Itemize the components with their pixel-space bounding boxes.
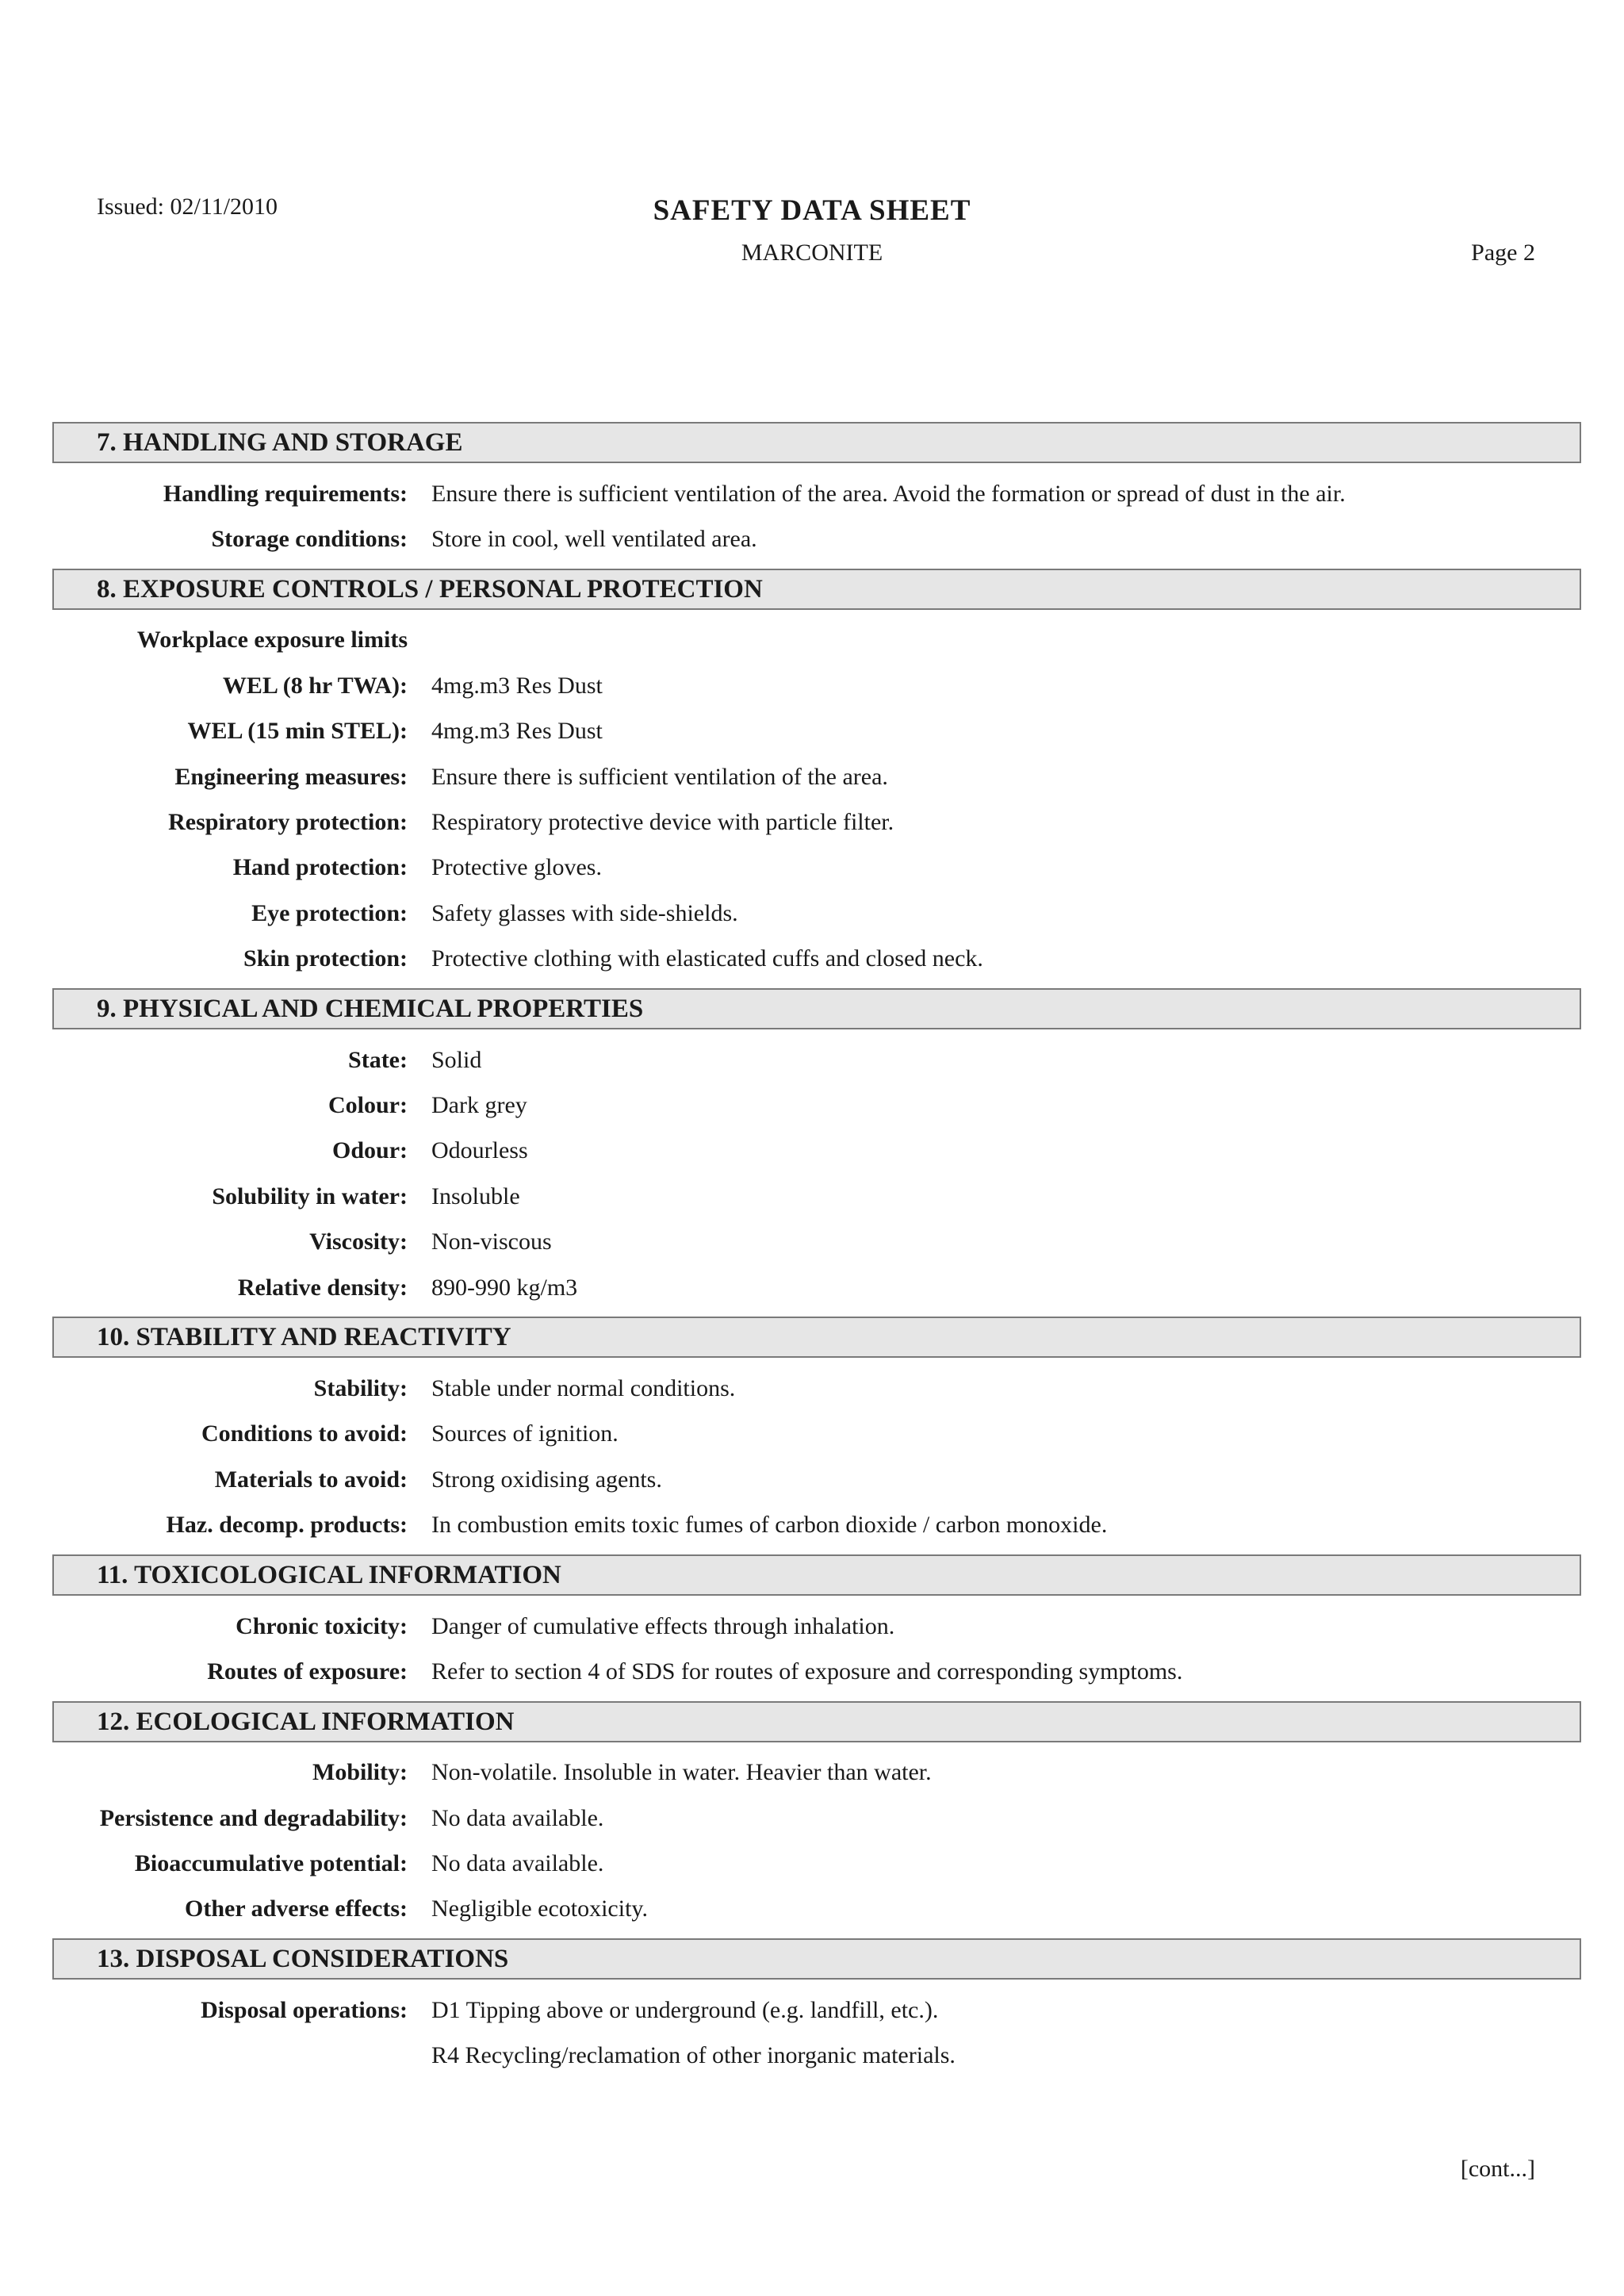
- field-row: [52, 1502, 1581, 1547]
- field-row: [52, 891, 1581, 936]
- field-value: Respiratory protective device with particle filter.: [431, 809, 894, 836]
- field-value: Danger of cumulative effects through inhalation.: [431, 1612, 895, 1639]
- section-heading: 11. TOXICOLOGICAL INFORMATION: [52, 1554, 1581, 1596]
- field-value: Solid: [431, 1046, 482, 1073]
- field-row: [52, 1037, 1581, 1083]
- section-heading: 9. PHYSICAL AND CHEMICAL PROPERTIES: [52, 988, 1581, 1029]
- field-row: [52, 1649, 1581, 1694]
- field-row: [52, 1457, 1581, 1502]
- field-row: [52, 1083, 1581, 1128]
- field-row: [52, 754, 1581, 799]
- section: [52, 1701, 1581, 1933]
- section-heading: 7. HANDLING AND STORAGE: [52, 422, 1581, 463]
- section: [52, 1317, 1581, 1548]
- field-value: 890-990 kg/m3: [431, 1274, 578, 1301]
- field-value: Dark grey: [431, 1091, 527, 1118]
- field-value: Insoluble: [431, 1182, 520, 1209]
- field-label: Routes of exposure:: [207, 1658, 408, 1685]
- product-name: MARCONITE: [741, 240, 883, 266]
- field-value: 4mg.m3 Res Dust: [431, 718, 603, 745]
- field-value: Protective gloves.: [431, 854, 602, 881]
- field-label: Odour:: [331, 1137, 408, 1164]
- field-value: Refer to section 4 of SDS for routes of exposure and corresponding symptoms.: [431, 1658, 1183, 1685]
- field-value: No data available.: [431, 1850, 604, 1877]
- field-row: [52, 799, 1581, 845]
- field-row: [52, 1129, 1581, 1174]
- field-row: [52, 1265, 1581, 1310]
- field-label: Persistence and degradability:: [99, 1804, 408, 1831]
- field-label: State:: [348, 1046, 408, 1073]
- field-label: Chronic toxicity:: [236, 1612, 408, 1639]
- field-value: Ensure there is sufficient ventilation of the area.: [431, 763, 888, 790]
- section: [52, 1938, 1581, 2079]
- field-row: [52, 663, 1581, 708]
- field-label: Solubility in water:: [212, 1182, 408, 1209]
- issued-date: Issued: 02/11/2010: [97, 194, 278, 220]
- field-label: Eye protection:: [251, 899, 408, 926]
- field-label: Stability:: [313, 1374, 408, 1401]
- field-value: D1 Tipping above or underground (e.g. landfill, etc.).: [431, 1996, 939, 2023]
- field-value: Non-volatile. Insoluble in water. Heavier than water.: [431, 1759, 932, 1786]
- field-value: Stable under normal conditions.: [431, 1374, 736, 1401]
- field-label: Conditions to avoid:: [201, 1420, 408, 1447]
- field-label: Storage conditions:: [211, 526, 408, 553]
- field-row: [52, 1887, 1581, 1932]
- field-value: In combustion emits toxic fumes of carbon dioxide / carbon monoxide.: [431, 1512, 1108, 1539]
- document-body: [52, 422, 1581, 2079]
- field-row: [52, 1412, 1581, 1457]
- field-label: Other adverse effects:: [185, 1895, 408, 1922]
- field-value: Sources of ignition.: [431, 1420, 619, 1447]
- field-label: Engineering measures:: [174, 763, 408, 790]
- field-label: Handling requirements:: [163, 480, 408, 507]
- field-row: [52, 1366, 1581, 1411]
- field-label: Relative density:: [237, 1274, 408, 1301]
- field-value: Ensure there is sufficient ventilation of the area. Avoid the formation or spread of dust in the air.: [431, 480, 1346, 507]
- field-label: Colour:: [328, 1091, 408, 1118]
- continued-marker: [cont...]: [1460, 2156, 1535, 2182]
- field-label: Viscosity:: [309, 1228, 408, 1255]
- section: [52, 988, 1581, 1310]
- field-row: [52, 1841, 1581, 1886]
- field-row: [52, 471, 1581, 516]
- field-value: R4 Recycling/reclamation of other inorganic materials.: [431, 2042, 956, 2069]
- field-label: WEL (15 min STEL):: [187, 718, 408, 745]
- document-title: SAFETY DATA SHEET: [653, 194, 971, 227]
- section-heading: 13. DISPOSAL CONSIDERATIONS: [52, 1938, 1581, 1980]
- field-row: [52, 937, 1581, 982]
- field-value: Strong oxidising agents.: [431, 1466, 662, 1493]
- field-label: Haz. decomp. products:: [166, 1512, 408, 1539]
- field-value: No data available.: [431, 1804, 604, 1831]
- section-heading: 12. ECOLOGICAL INFORMATION: [52, 1701, 1581, 1742]
- field-value: Store in cool, well ventilated area.: [431, 526, 757, 553]
- field-label: Respiratory protection:: [168, 809, 408, 836]
- field-row: [52, 1219, 1581, 1264]
- field-value: 4mg.m3 Res Dust: [431, 672, 603, 699]
- field-row: [52, 1750, 1581, 1796]
- field-label: Mobility:: [312, 1759, 408, 1786]
- field-row: [52, 1174, 1581, 1219]
- field-label: Skin protection:: [243, 945, 408, 972]
- field-label: Hand protection:: [232, 854, 408, 881]
- field-row: [52, 516, 1581, 562]
- field-value: Protective clothing with elasticated cuffs and closed neck.: [431, 945, 983, 972]
- section: [52, 569, 1581, 982]
- field-row: [52, 709, 1581, 754]
- field-row: [52, 1604, 1581, 1649]
- section: [52, 1554, 1581, 1695]
- field-value: Safety glasses with side-shields.: [431, 899, 738, 926]
- field-label: Workplace exposure limits: [136, 627, 408, 654]
- field-row: [52, 1796, 1581, 1841]
- field-row: [52, 845, 1581, 891]
- field-value: Non-viscous: [431, 1228, 552, 1255]
- field-label: Materials to avoid:: [214, 1466, 408, 1493]
- field-value: Odourless: [431, 1137, 528, 1164]
- section: [52, 422, 1581, 562]
- section-heading: 10. STABILITY AND REACTIVITY: [52, 1317, 1581, 1358]
- section-heading: 8. EXPOSURE CONTROLS / PERSONAL PROTECTION: [52, 569, 1581, 610]
- field-row: [52, 2033, 1581, 2079]
- field-value: Negligible ecotoxicity.: [431, 1895, 648, 1922]
- field-label: WEL (8 hr TWA):: [222, 672, 408, 699]
- page-number: Page 2: [1471, 240, 1535, 266]
- field-label: Disposal operations:: [201, 1996, 408, 2023]
- field-label: Bioaccumulative potential:: [134, 1850, 408, 1877]
- field-row: [52, 1987, 1581, 2033]
- field-row: [52, 618, 1581, 663]
